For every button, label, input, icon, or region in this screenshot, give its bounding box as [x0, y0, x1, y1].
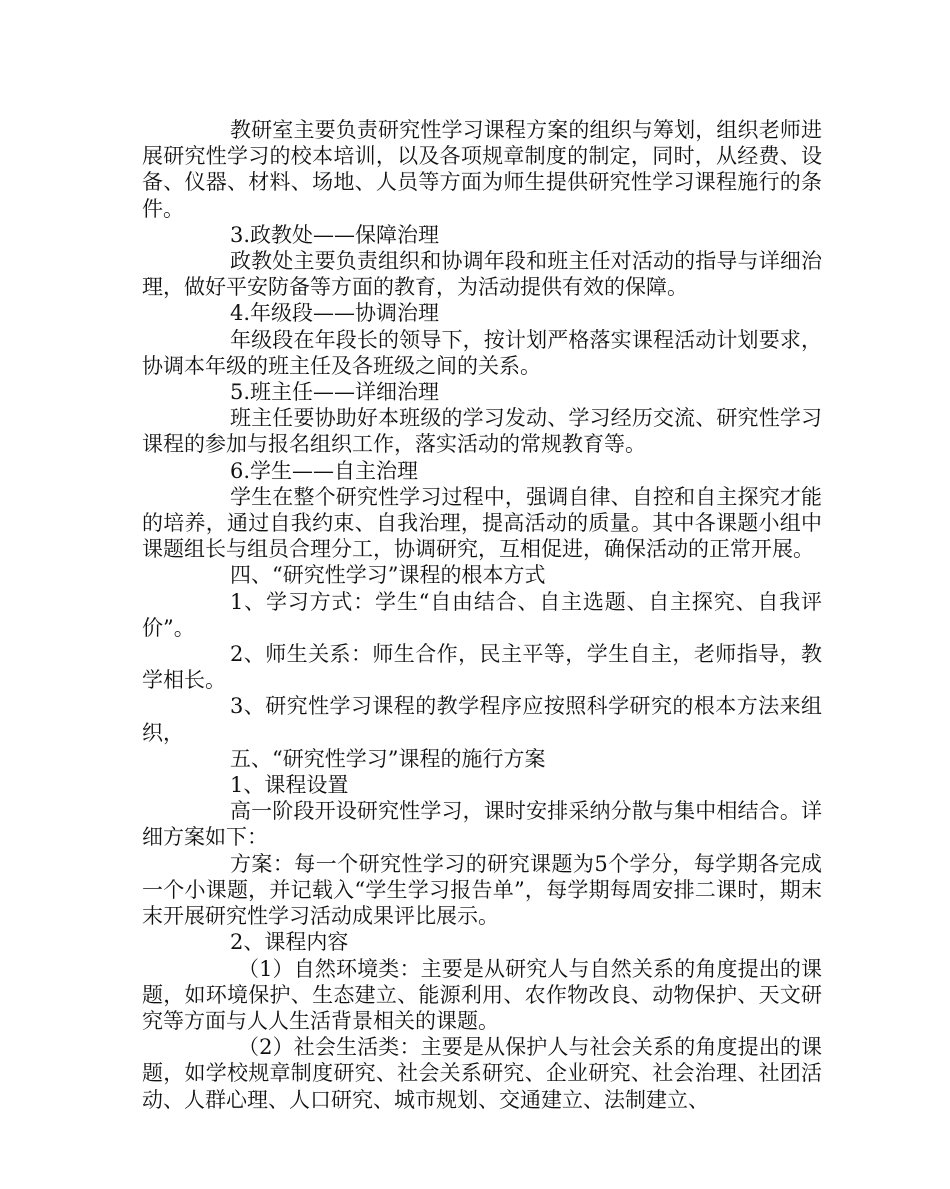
paragraph-political-office: 政教处主要负责组织和协调年段和班主任对活动的指导与详细治理，做好平安防备等方面的教育，为活动提供有效的保障。: [142, 249, 822, 300]
heading-basic-methods: 四、“研究性学习”课程的根本方式: [230, 563, 546, 588]
heading-grade-section: 4.年级段——协调治理: [230, 301, 440, 326]
heading-class-teacher: 5.班主任——详细治理: [230, 380, 440, 405]
paragraph-teaching-office: 教研室主要负责研究性学习课程方案的组织与筹划，组织老师进展研究性学习的校本培训，以及各项规章制度的制定，同时，从经费、设备、仪器、材料、场地、人员等方面为师生提供研究性学习课程施行的条件。: [142, 118, 822, 221]
paragraph-social-life: （2）社会生活类：主要是从保护人与社会关系的角度提出的课题，如学校规章制度研究、社会关系研究、企业研究、社会治理、社团活动、人群心理、人口研究、城市规划、交通建立、法制建立、: [142, 1035, 822, 1112]
paragraph-teaching-procedure: 3、研究性学习课程的教学程序应按照科学研究的根本方法来组织，: [142, 694, 822, 745]
heading-course-content: 2、课程内容: [230, 930, 349, 955]
document-body: [142, 117, 822, 1113]
paragraph-course-setup: 高一阶段开设研究性学习，课时安排采纳分散与集中相结合。详细方案如下：: [142, 799, 822, 850]
paragraph-class-teacher: 班主任要协助好本班级的学习发动、学习经历交流、研究性学习课程的参加与报名组织工作，落实活动的常规教育等。: [142, 406, 822, 457]
heading-political-office: 3.政教处——保障治理: [230, 222, 440, 247]
paragraph-teacher-student: 2、师生关系：师生合作，民主平等，学生自主，老师指导，教学相长。: [142, 642, 822, 693]
paragraph-plan-details: 方案：每一个研究性学习的研究课题为5个学分，每学期各完成一个小课题，并记载入“学生学习报告单”，每学期每周安排二课时，期末末开展研究性学习活动成果评比展示。: [142, 851, 822, 929]
paragraph-students: 学生在整个研究性学习过程中，强调自律、自控和自主探究才能的培养，通过自我约束、自我治理，提高活动的质量。其中各课题小组中课题组长与组员合理分工，协调研究，互相促进，确保活动的正常开展。: [142, 484, 822, 562]
heading-students: 6.学生——自主治理: [230, 458, 419, 483]
heading-course-setup: 1、课程设置: [230, 773, 349, 798]
heading-implementation-plan: 五、“研究性学习”课程的施行方案: [230, 746, 546, 771]
paragraph-learning-method: 1、学习方式：学生“自由结合、自主选题、自主探究、自我评价”。: [142, 589, 822, 640]
paragraph-natural-environment: （1）自然环境类：主要是从研究人与自然关系的角度提出的课题，如环境保护、生态建立、能源利用、农作物改良、动物保护、天文研究等方面与人人生活背景相关的课题。: [142, 956, 822, 1033]
paragraph-grade-section: 年级段在年段长的领导下，按计划严格落实课程活动计划要求，协调本年级的班主任及各班级之间的关系。: [142, 327, 822, 378]
